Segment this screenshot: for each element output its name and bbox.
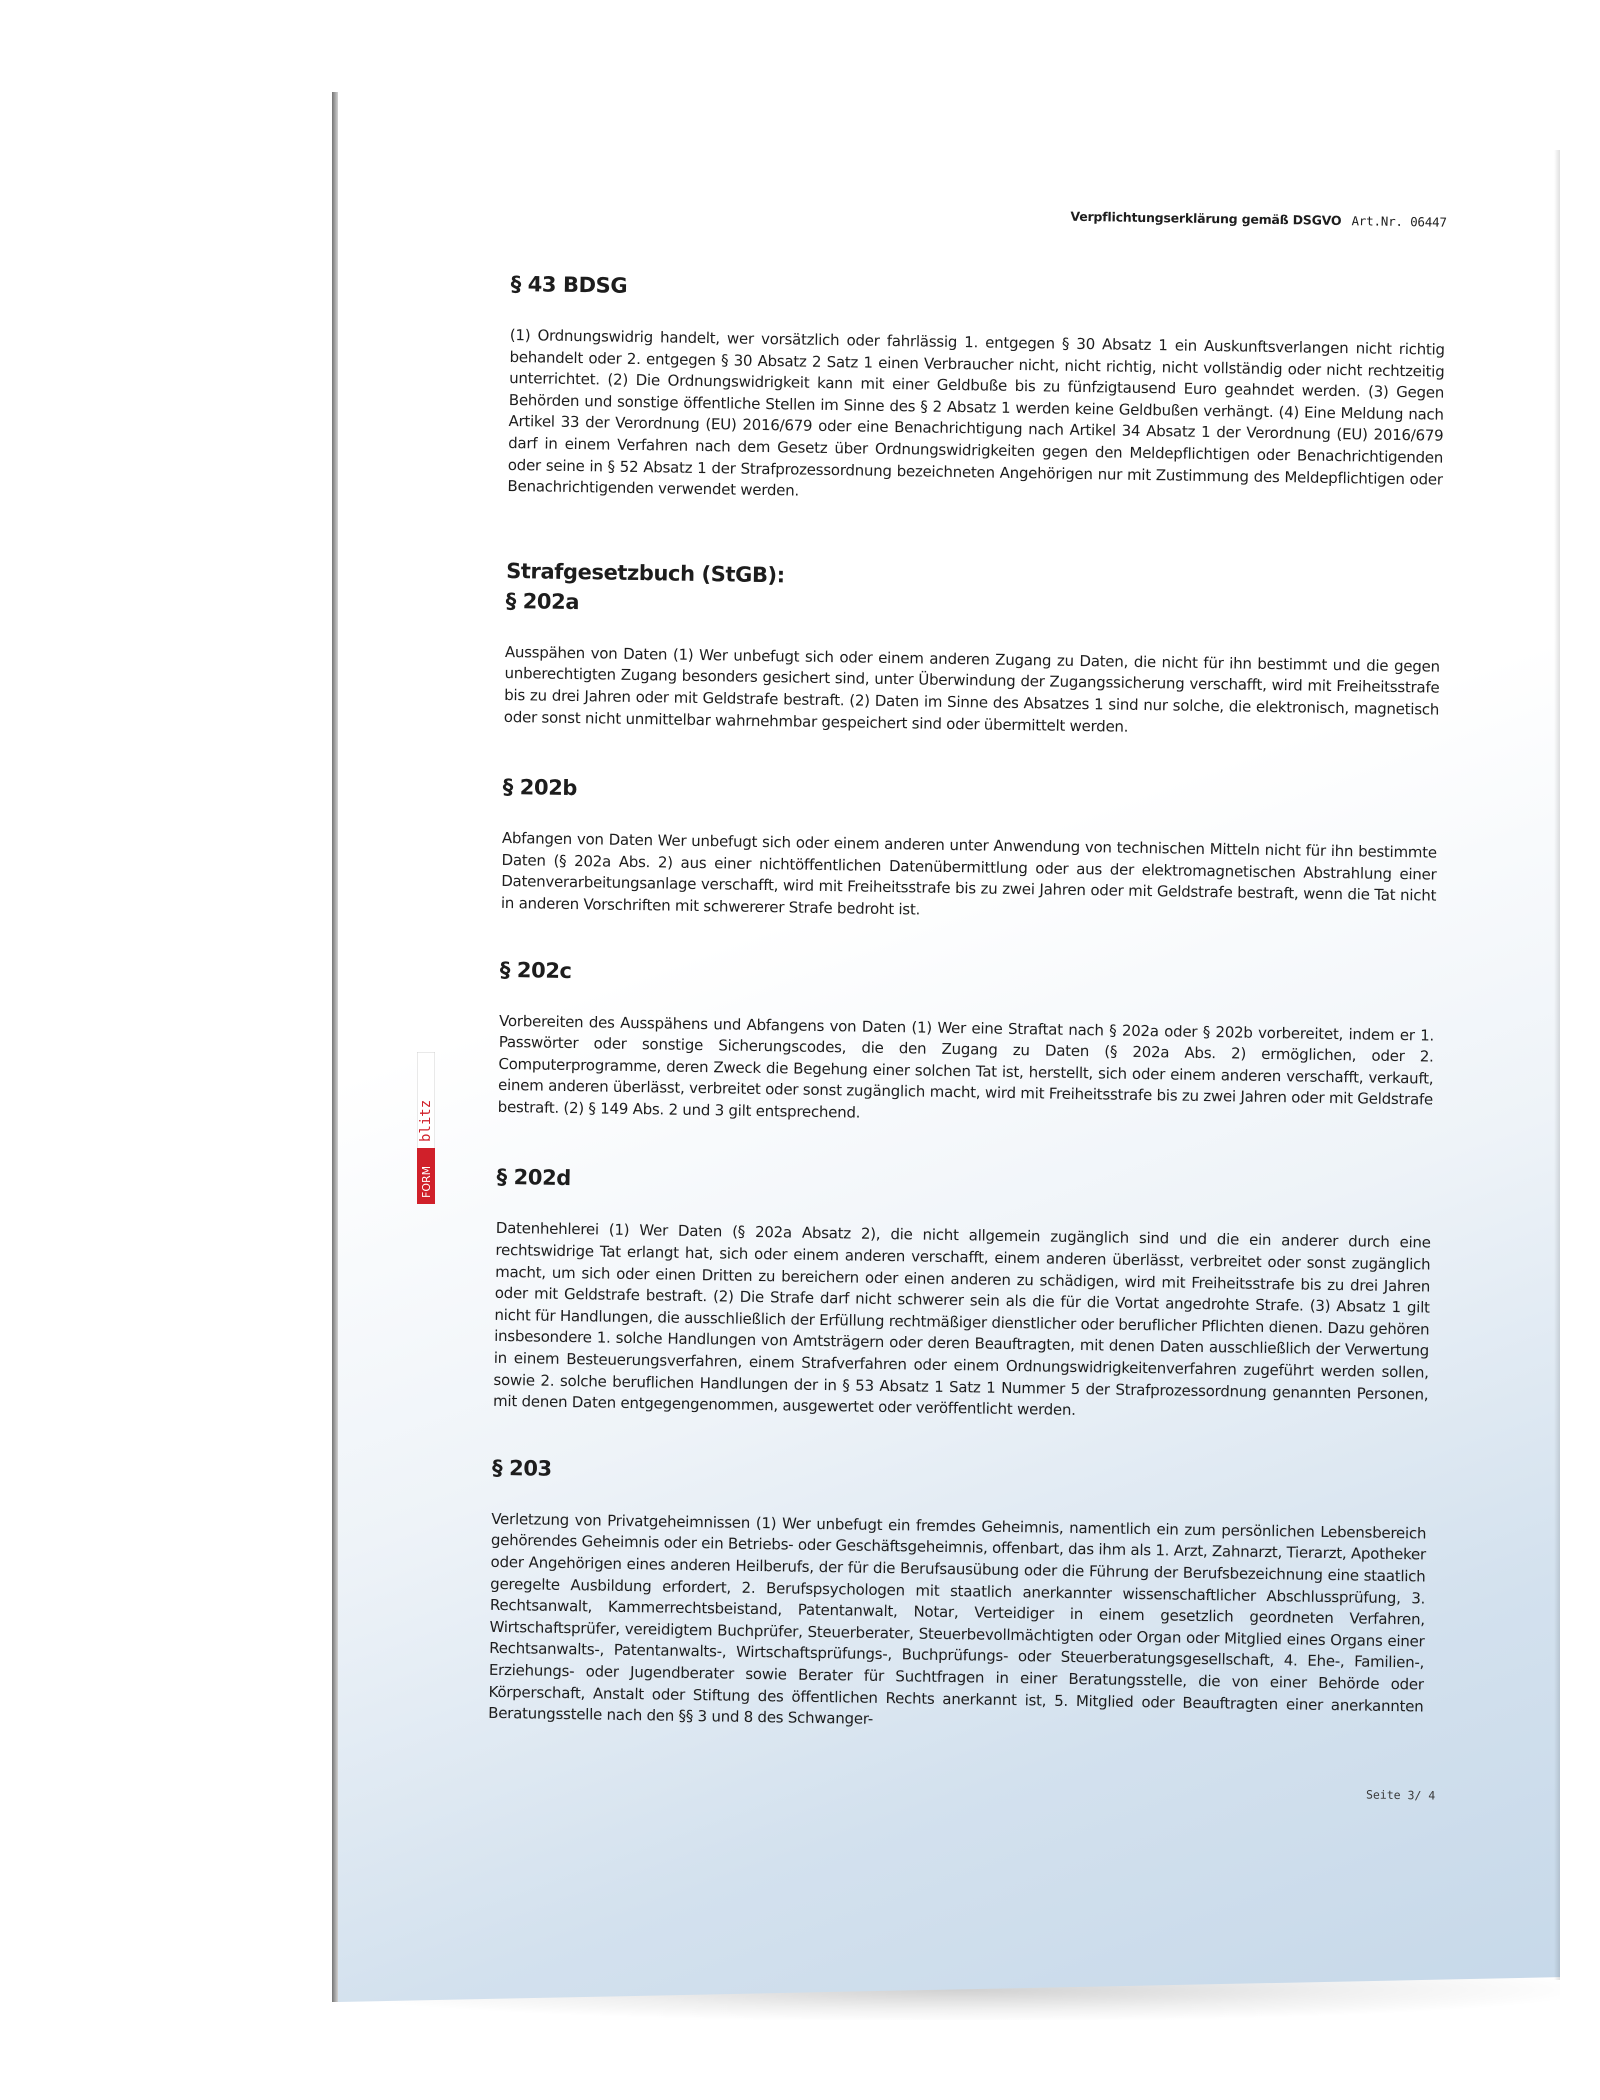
formblitz-logo — [417, 1052, 435, 1204]
document-content — [488, 200, 1447, 1739]
section-text-202b: Abfangen von Daten Wer unbefugt sich oder einem anderen unter Anwendung von technischen Mitteln nicht für ihn bestimmte Daten (§ 202a Abs. 2) aus einer nichtöffentlichen Datenübermittlung oder aus der elektromagnetischen Abstrahlung einer Datenverarbeitungsanlage verschafft, wird mit Freiheitsstrafe bis zu zwei Jahren oder mit Geldstrafe bestraft, wenn die Tat nicht in anderen Vorschriften mit schwererer Strafe bedroht ist. — [500, 829, 1438, 919]
section-text-203: Verletzung von Privatgeheimnissen (1) Wer unbefugt ein fremdes Geheimnis, namentlich ein zum persönlichen Lebensbereich gehörendes Geheimnis oder ein Betriebs- oder Geschäftsgeheimnis, offenbart, das ihm als 1. Arzt, Zahnarzt, Tierarzt, Apotheker oder Angehörigen eines anderen Heilberufs, der für die Berufsausübung oder die Führung der Berufsbezeichnung eine staatlich geregelte Ausbildung erfordert, 2. Berufspsychologen mit staatlich anerkannter wissenschaftlicher Abschlussprüfung, 3. Rechtsanwalt, Kammerrechtsbeistand, Patentanwalt, Notar, Verteidiger in einem gesetzlich geordneten Verfahren, Wirtschaftsprüfer, vereidigtem Buchprüfer, Steuerberater, Steuerbevollmächtigten oder Organ oder Mitglied eines Organs einer Rechtsanwalts-, Patentanwalts-, Wirtschaftsprüfungs-, Buchprüfungs- oder Steuerberatungsgesellschaft, 4. Ehe-, Familien-, Erziehungs- oder Jugendberater sowie Berater für Suchtfragen in einer Beratungsstelle, die von einer Behörde oder Körperschaft, Anstalt oder Stiftung des öffentlichen Rechts anerkannt ist, 5. Mitglied oder Beauftragten einer anerkannten Beratungsstelle nach den §§ 3 und 8 des Schwanger- — [488, 1509, 1427, 1729]
section-text-202d: Datenhehlerei (1) Wer Daten (§ 202a Absatz 2), die nicht allgemein zugänglich sind und die ein anderer durch eine rechtswidrige Tat erlangt hat, sich oder einem anderen verschafft, einem anderen überlässt, verbreitet oder sonst zugänglich macht, um sich oder einen Dritten zu bereichern oder einen anderen zu schädigen, wird mit Freiheitsstrafe bis zu drei Jahren oder mit Geldstrafe bestraft. (2) Die Strafe darf nicht schwerer sein als die für die Vortat angedrohte Strafe. (3) Absatz 1 gilt nicht für Handlungen, die ausschließlich der Erfüllung rechtmäßiger dienstlicher oder beruflicher Pflichten dienen. Dazu gehören insbesondere 1. solche Handlungen von Amtsträgern oder deren Beauftragten, mit denen Daten ausschließlich der Verwertung in einem Besteuerungsverfahren, einem Strafverfahren oder einem Ordnungswidrigkeitenverfahren zugeführt werden sollen, sowie 2. solche beruflichen Handlungen der in § 53 Absatz 1 Satz 1 Nummer 5 der Strafprozessordnung genannten Personen, mit denen Daten entgegengenommen, ausgewertet oder veröffentlicht werden. — [492, 1219, 1431, 1420]
article-number: Art.Nr. 06447 — [1351, 213, 1447, 230]
section-heading-202b: § 202b — [502, 775, 578, 801]
section-heading-202d: § 202d — [496, 1165, 572, 1191]
logo-text-blitz: blitz — [418, 1099, 434, 1142]
page-edge-right — [1554, 150, 1560, 1980]
section-heading-bdsg-43: § 43 BDSG — [510, 271, 628, 298]
section-heading-203: § 203 — [491, 1455, 552, 1481]
section-heading-202c: § 202c — [499, 957, 572, 983]
document-title: Verpflichtungserklärung gemäß DSGVO — [1070, 208, 1342, 229]
section-heading-stgb: Strafgesetzbuch (StGB): — [505, 558, 785, 588]
page-number: Seite 3/ 4 — [1365, 1787, 1436, 1803]
section-heading-202a: § 202a — [505, 588, 580, 614]
logo-text-form: FORM — [420, 1165, 433, 1198]
section-text-202a: Ausspähen von Daten (1) Wer unbefugt sich oder einem anderen Zugang zu Daten, die nicht für ihn bestimmt und die gegen unberechtigten Zugang besonders gesichert sind, unter Überwindung der Zugangssicherung verschafft, wird mit Freiheitsstrafe bis zu drei Jahren oder mit Geldstrafe bestraft. (2) Daten im Sinne des Absatzes 1 sind nur solche, die elektronisch, magnetisch oder sonst nicht unmittelbar wahrnehmbar gespeichert sind oder übermittelt werden. — [503, 642, 1440, 736]
section-text-202c: Vorbereiten des Ausspähens und Abfangens von Daten (1) Wer eine Straftat nach § 202a oder § 202b vorbereitet, indem er 1. Passwörter oder sonstige Sicherungscodes, die den Zugang zu Daten (§ 202a Abs. 2) ermöglichen, oder 2. Computerprogramme, deren Zweck die Begehung einer solchen Tat ist, herstellt, sich oder einem anderen verschafft, verkauft, einem anderen überlässt, verbreitet oder sonst zugänglich macht, wird mit Freiheitsstrafe bis zu zwei Jahren oder mit Geldstrafe bestraft. (2) § 149 Abs. 2 und 3 gilt entsprechend. — [497, 1011, 1435, 1122]
section-text-bdsg-43: (1) Ordnungswidrig handelt, wer vorsätzlich oder fahrlässig 1. entgegen § 30 Absatz 1 ein Auskunftsverlangen nicht richtig behandelt oder 2. entgegen § 30 Absatz 2 Satz 1 einen Verbraucher nicht, nicht richtig, nicht vollständig oder nicht rechtzeitig unterrichtet. (2) Die Ordnungswidrigkeit kann mit einer Geldbuße bis zu fünfzigtausend Euro geahndet werden. (3) Gegen Behörden und sonstige öffentliche Stellen im Sinne des § 2 Absatz 1 werden keine Geldbußen verhängt. (4) Eine Meldung nach Artikel 33 der Verordnung (EU) 2016/679 oder eine Benachrichtigung nach Artikel 34 Absatz 1 der Verordnung (EU) 2016/679 darf in einem Verfahren nach dem Gesetz über Ordnungswidrigkeiten gegen den Meldepflichtigen oder Benachrichtigenden oder seine in § 52 Absatz 1 der Strafprozessordnung bezeichneten Angehörigen nur mit Zustimmung des Meldepflichtigen oder Benachrichtigenden verwendet werden. — [507, 325, 1445, 500]
